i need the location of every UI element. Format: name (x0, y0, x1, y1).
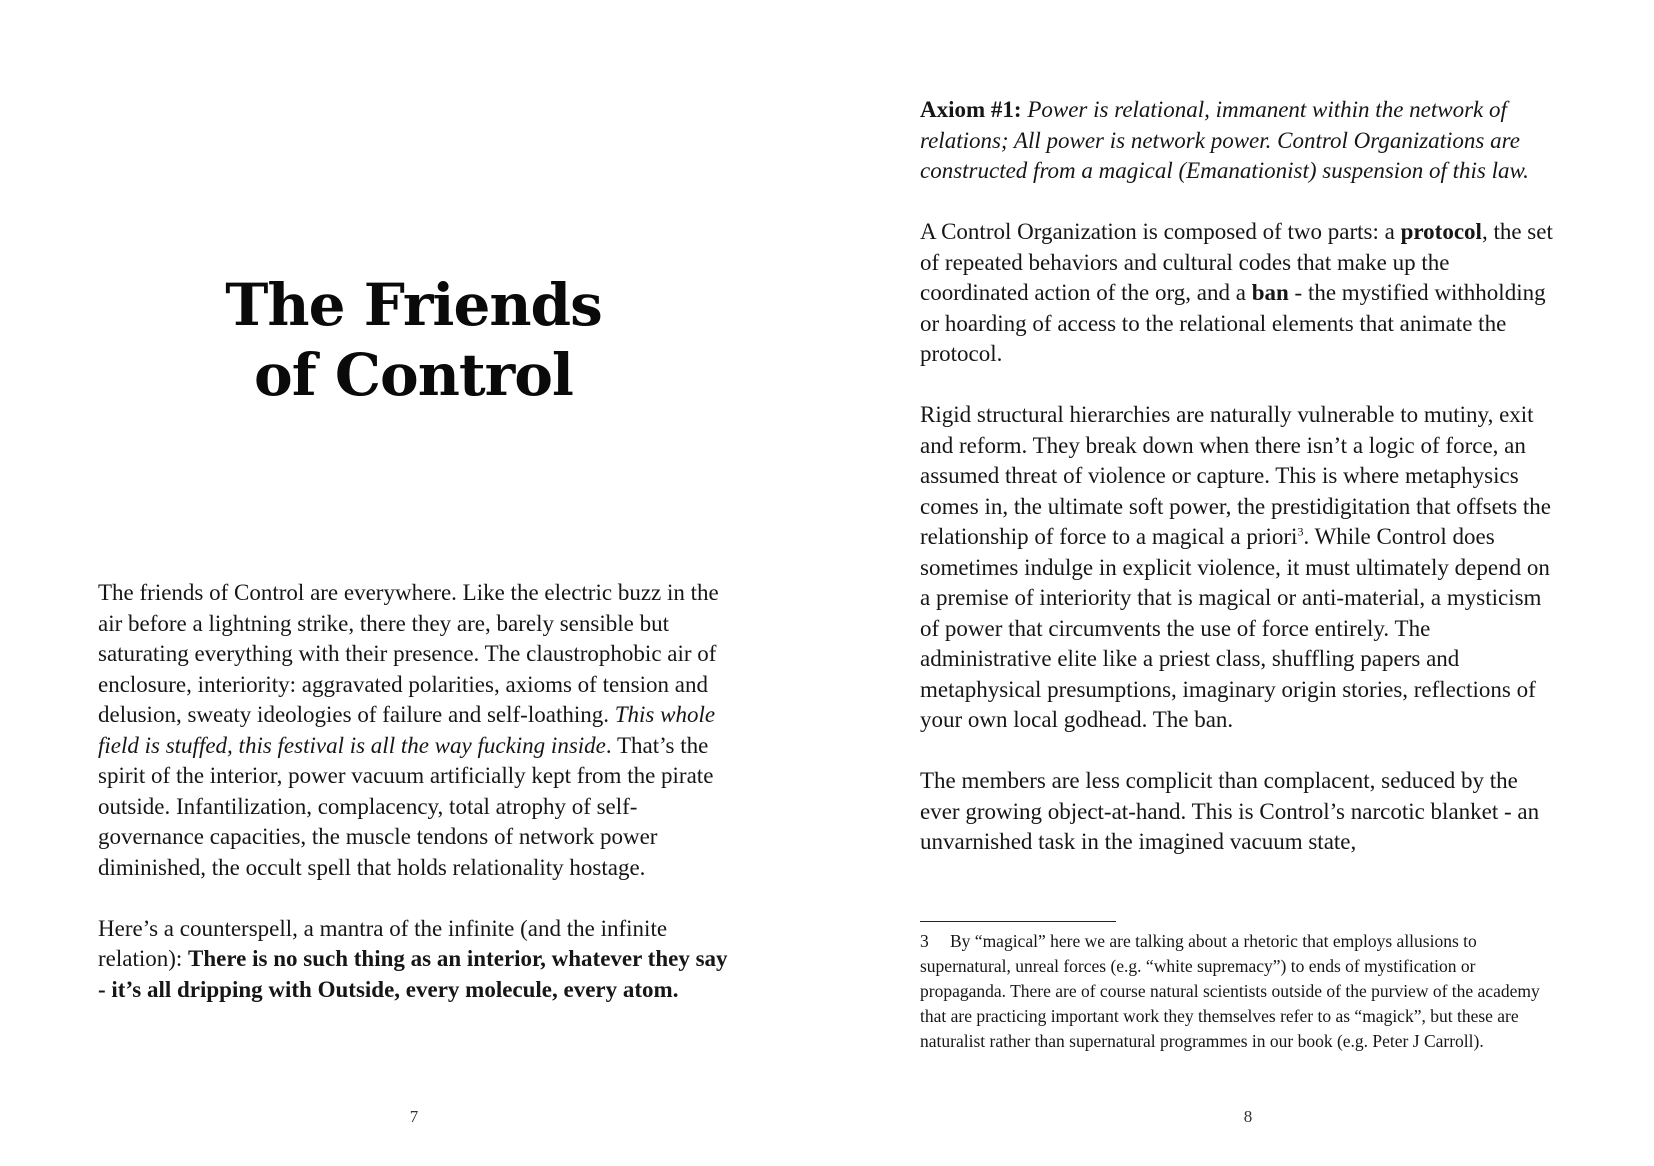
left-body-text (98, 578, 738, 1036)
right-paragraph-2-text-b: . While Control does sometimes indulge in explicit violence, it must ultimately depend on a premise of interiority that is magical or anti-material, a mysticism of power that circumvents the use of force entirely. The administrative elite like a priest class, shuffling papers and metaphysical presumptions, imaginary origin stories, reflections of your own local godhead. The ban. (920, 524, 1550, 732)
footnote-number: 3 (920, 931, 929, 951)
left-paragraph-2-bold: There is no such thing as an interior, whatever they say - it’s all dripping with Outside, every molecule, every atom. (98, 946, 728, 1002)
chapter-title (0, 270, 827, 410)
footnote (920, 929, 1560, 1054)
ban-term: ban (1251, 280, 1289, 305)
left-paragraph-1-text-b: . That’s the spirit of the interior, power vacuum artificially kept from the pirate outside. Infantilization, complacency, total atrophy of self-governance capacities, the muscle tendons of network power diminished, the occult spell that holds relationality hostage. (98, 732, 714, 880)
right-paragraph-2 (920, 400, 1560, 736)
page-number-left: 7 (409, 1107, 419, 1126)
axiom-label: Axiom #1: (920, 97, 1022, 122)
right-paragraph-2-text-a: Rigid structural hierarchies are naturally vulnerable to mutiny, exit and reform. They break down when there isn’t a logic of force, an assumed threat of violence or capture. This is where metaphysics comes in, the ultimate soft power, the prestidigitation that offsets the relationship of force to a magical a priori (920, 402, 1552, 549)
right-paragraph-1-text-a: A Control Organization is composed of two parts: a (920, 219, 1401, 244)
right-paragraph-3: The members are less complicit than complacent, seduced by the ever growing object-at-hand. This is Control’s narcotic blanket - an unvarnished task in the imagined vacuum state, (920, 768, 1540, 854)
left-paragraph-2-text: Here’s a counterspell, a mantra of the infinite (and the infinite relation): (98, 915, 668, 971)
axiom-text: Power is relational, immanent within the network of relations; All power is network power. Control Organizations are constructed from a magical (Emanationist) suspension of this law. (920, 97, 1529, 183)
left-paragraph-2 (98, 914, 738, 1006)
axiom-paragraph (920, 95, 1560, 187)
footnote-divider (920, 921, 1116, 922)
left-paragraph-1 (98, 578, 738, 883)
right-paragraph-1-text-c: - the mystified withholding or hoarding of access to the relational elements that animate the protocol. (920, 280, 1546, 366)
page-number-right: 8 (1243, 1107, 1253, 1126)
right-body-text (920, 95, 1560, 888)
left-paragraph-1-italic: This whole field is stuffed, this festival is all the way fucking inside (98, 702, 716, 758)
protocol-term: protocol (1400, 219, 1482, 244)
right-page (827, 0, 1654, 1166)
footnote-text: By “magical” here we are talking about a rhetoric that employs allusions to supernatural, unreal forces (e.g. “white supremacy”) to ends of mystification or propaganda. There are of course natural scientists outside of the purview of the academy that are practicing important work they themselves refer to as “magick”, but these are naturalist rather than supernatural programmes in our book (e.g. Peter J Carroll). (920, 931, 1540, 1051)
right-paragraph-1-text-b: , the set of repeated behaviors and cultural codes that make up the coordinated action of the org, and a (920, 219, 1553, 305)
right-paragraph-1 (920, 217, 1560, 370)
left-paragraph-1-text-a: The friends of Control are everywhere. Like the electric buzz in the air before a lightning strike, there they are, barely sensible but saturating everything with their presence. The claustrophobic air of enclosure, interiority: aggravated polarities, axioms of tension and delusion, sweaty ideologies of failure and self-loathing. (98, 580, 719, 727)
chapter-title-line-1: The Friends (225, 271, 602, 339)
footnote-reference: 3 (1297, 524, 1304, 539)
chapter-title-line-2: of Control (254, 341, 573, 409)
